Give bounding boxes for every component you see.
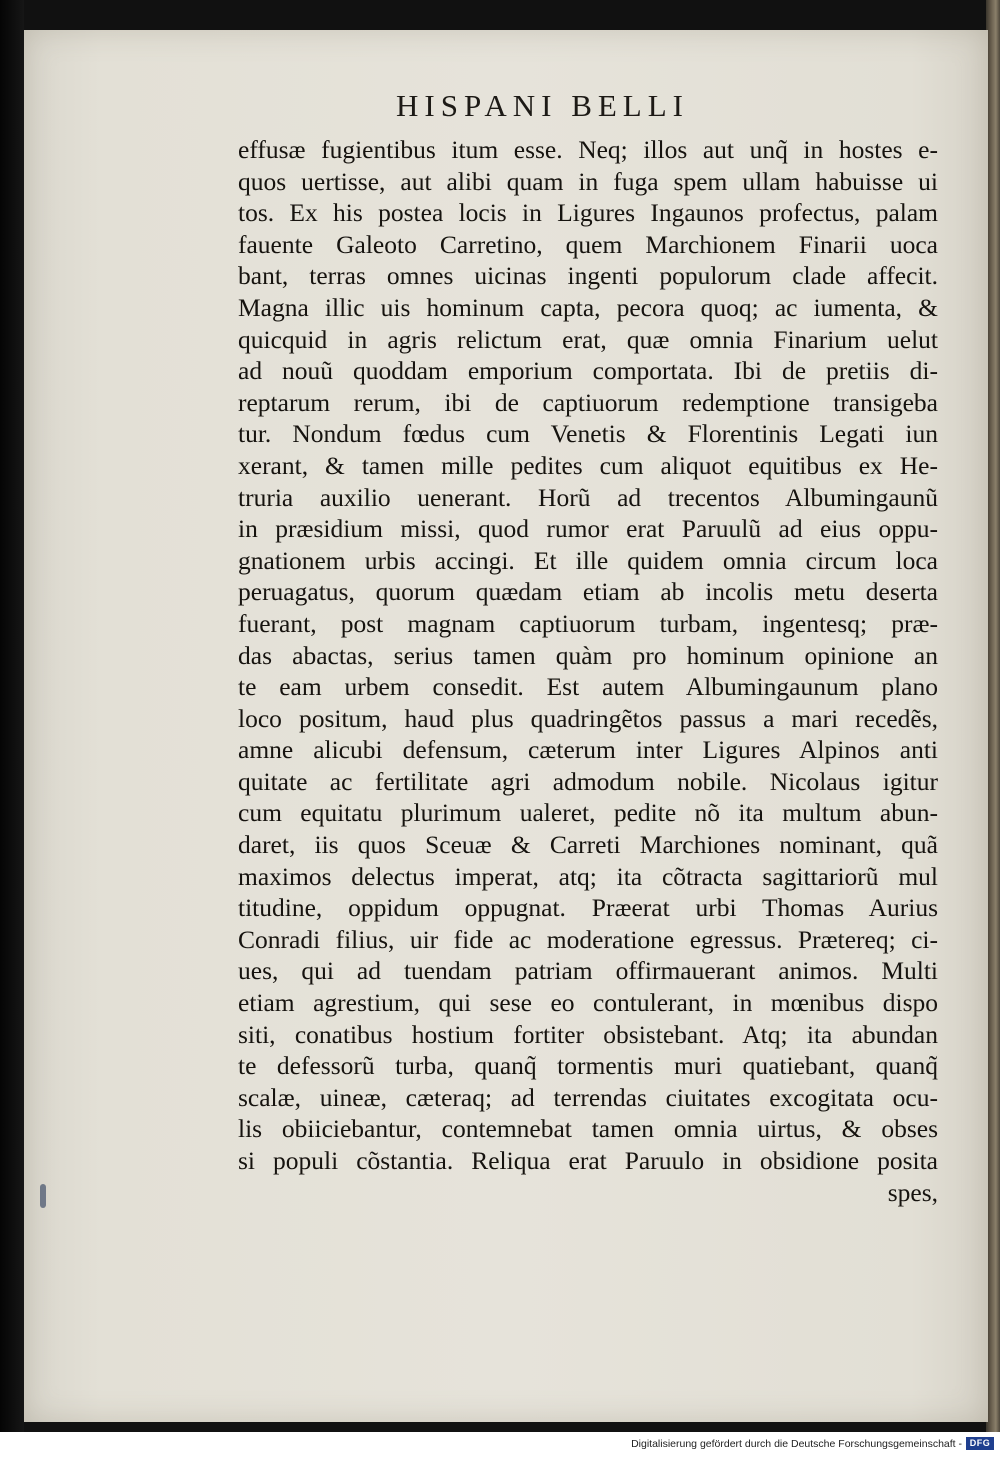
book-page-edge <box>986 0 1000 1432</box>
text-line: cum equitatu plurimum ualeret, pedite nõ ita multum abun- <box>238 798 938 828</box>
dfg-logo: DFG <box>966 1437 994 1450</box>
text-line: loco positum, haud plus quadringẽtos passus a mari recedẽs, <box>238 703 938 733</box>
text-line: das abactas, serius tamen quàm pro hominum opinione an <box>238 640 938 670</box>
text-line: titudine, oppidum oppugnat. Præerat urbi Thomas Aurius <box>238 893 938 923</box>
text-line: bant, terras omnes uicinas ingenti populorum clade affecit. <box>238 261 938 291</box>
text-line: etiam agrestium, qui sese eo contulerant, in mœnibus dispo <box>238 988 938 1018</box>
text-line: spes, <box>887 1177 938 1207</box>
text-line: ues, qui ad tuendam patriam offirmauerant animos. Multi <box>238 956 938 986</box>
text-line: te eam urbem consedit. Est autem Albumingaunum plano <box>238 672 938 702</box>
text-line: effusæ fugientibus itum esse. Neq; illos aut unq̃ in hostes e- <box>238 135 938 164</box>
footer-bar <box>0 1432 1000 1457</box>
text-line: Conradi filius, uir fide ac moderatione egressus. Prætereq; ci- <box>238 924 938 954</box>
book-binding-edge <box>0 0 24 1432</box>
text-line: fuerant, post magnam captiuorum turbam, ingentesq; præ- <box>238 608 938 638</box>
text-line: Magna illic uis hominum capta, pecora quoq; ac iumenta, & <box>238 292 938 322</box>
scan-artifact <box>40 1184 46 1208</box>
text-line: fauente Galeoto Carretino, quem Marchionem Finarii uoca <box>238 229 938 259</box>
text-line: tos. Ex his postea locis in Ligures Ingaunos profectus, palam <box>238 198 938 228</box>
text-line: gnationem urbis accingi. Et ille quidem omnia circum loca <box>238 545 938 575</box>
text-line: te defessorũ turba, quanq̃ tormentis muri quatiebant, quanq̃ <box>238 1051 938 1081</box>
text-line: reptarum rerum, ibi de captiuorum redemptione transigeba <box>238 387 938 417</box>
text-line: quos uertisse, aut alibi quam in fuga spem ullam habuisse ui <box>238 166 938 196</box>
text-line: peruagatus, quorum quædam etiam ab incolis metu deserta <box>238 577 938 607</box>
text-line: quicquid in agris relictum erat, quæ omnia Finarium uelut <box>238 324 938 354</box>
text-line: siti, conatibus hostium fortiter obsistebant. Atq; ita abundan <box>238 1019 938 1049</box>
text-line: scalæ, uineæ, cæteraq; ad terrendas ciuitates excogitata ocu- <box>238 1082 938 1112</box>
text-line: xerant, & tamen mille pedites cum aliquot equitibus ex He- <box>238 450 938 480</box>
text-line: si populi cõstantia. Reliqua erat Paruulo in obsidione posita <box>238 1146 938 1175</box>
text-line: daret, iis quos Sceuæ & Carreti Marchiones nominant, quã <box>238 830 938 860</box>
text-line: tur. Nondum fœdus cum Venetis & Florentinis Legati iun <box>238 419 938 449</box>
text-line: in præsidium missi, quod rumor erat Paruulũ ad eius oppu- <box>238 514 938 544</box>
text-line: lis obiiciebantur, contemnebat tamen omnia uirtus, & obses <box>238 1114 938 1144</box>
text-line: ad nouũ quoddam emporium comportata. Ibi de pretiis di- <box>238 356 938 386</box>
running-head: HISPANI BELLI <box>396 88 690 123</box>
text-line: maximos delectus imperat, atq; ita cõtracta sagittariorũ mul <box>238 861 938 891</box>
body-text <box>238 134 938 1208</box>
text-line: truria auxilio uenerant. Horũ ad trecentos Albumingaunũ <box>238 482 938 512</box>
text-line: quitate ac fertilitate agri admodum nobile. Nicolaus igitur <box>238 766 938 796</box>
text-line: amne alicubi defensum, cæterum inter Ligures Alpinos anti <box>238 735 938 765</box>
funding-credit: Digitalisierung gefördert durch die Deutsche Forschungsgemeinschaft - <box>631 1438 962 1450</box>
